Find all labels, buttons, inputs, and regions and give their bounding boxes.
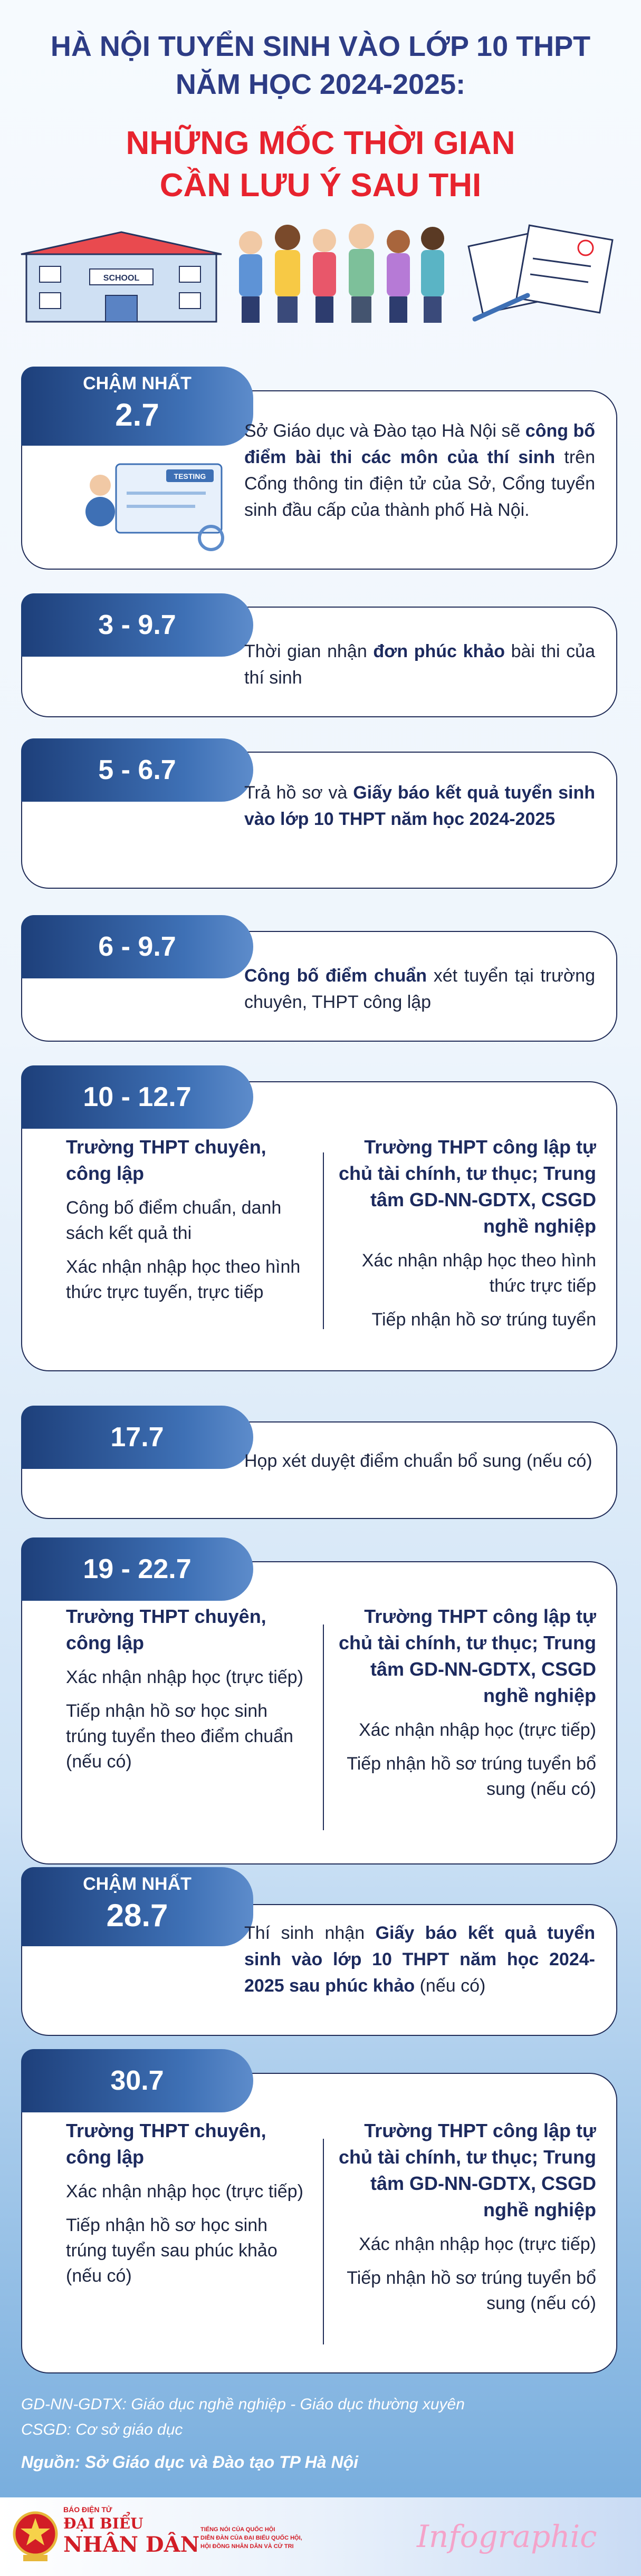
exam-papers-icon <box>468 225 613 319</box>
date-badge-2: 3 - 9.7 <box>21 593 253 657</box>
brand-tagline-1: TIẾNG NÓI CỦA QUỐC HỘI <box>200 2526 275 2533</box>
page-subtitle: NHỮNG MỐC THỜI GIAN CẦN LƯU Ý SAU THI <box>126 125 515 204</box>
milestone-text-8: Thí sinh nhận Giấy báo kết quả tuyển sinh vào lớp 10 THPT năm học 2024-2025 sau phúc khảo (nếu có) <box>244 1923 595 1996</box>
milestone-text-3: Trả hồ sơ và Giấy báo kết quả tuyển sinh vào lớp 10 THPT năm học 2024-2025 <box>244 783 596 829</box>
date-badge-5: 10 - 12.7 <box>21 1065 253 1129</box>
column-divider <box>323 1152 324 1329</box>
school-sign: SCHOOL <box>103 274 140 283</box>
national-emblem-icon <box>12 2506 59 2564</box>
milestone-text-6: Họp xét duyệt điểm chuẩn bổ sung (nếu có) <box>244 1451 592 1471</box>
right-column-7: Trường THPT công lập tự chủ tài chính, tư thục; Trung tâm GD-NN-GDTX, CSGD nghề nghiệp Xác nhận nhập học (trực tiếp) Tiếp nhận hồ sơ trúng tuyển bổ sung (nếu có) <box>338 1606 596 1799</box>
brand-tagline-3: HỘI ĐỒNG NHÂN DÂN VÀ CỬ TRI <box>200 2543 294 2550</box>
date-badge-3: 5 - 6.7 <box>21 738 253 802</box>
left-column-9: Trường THPT chuyên, công lập Xác nhận nhập học (trực tiếp) Tiếp nhận hồ sơ học sinh trúng tuyển sau phúc khảo (nếu có) <box>66 2120 303 2286</box>
date-badge-1: CHẬM NHẤT 2.7 <box>21 367 253 446</box>
footnote-2: CSGD: Cơ sở giáo dục <box>21 2421 183 2438</box>
brand-name: NHÂN DÂN <box>63 2532 200 2557</box>
page-title: HÀ NỘI TUYỂN SINH VÀO LỚP 10 THPT NĂM HỌC 2024-2025: <box>50 31 591 100</box>
testing-illustration <box>79 454 237 554</box>
header <box>0 0 641 327</box>
infographic-label: Infographic <box>417 2519 597 2554</box>
column-divider <box>323 2139 324 2344</box>
testing-sign: TESTING <box>174 472 206 480</box>
date-badge-9: 30.7 <box>21 2049 253 2112</box>
column-divider <box>323 1625 324 1830</box>
footnote-1: GD-NN-GDTX: Giáo dục nghề nghiệp - Giáo dục thường xuyên <box>21 2396 465 2413</box>
brand-mid-text: ĐẠI BIỂU <box>63 2515 143 2532</box>
brand-tagline-2: DIỄN ĐÀN CỦA ĐẠI BIỂU QUỐC HỘI, <box>200 2535 302 2541</box>
brand-top-text: BÁO ĐIỆN TỬ <box>63 2505 112 2514</box>
header-illustration <box>0 222 641 327</box>
right-column-5: Trường THPT công lập tự chủ tài chính, tư thục; Trung tâm GD-NN-GDTX, CSGD nghề nghiệp Xác nhận nhập học theo hình thức trực tiếp Tiếp nhận hồ sơ trúng tuyển <box>338 1136 596 1330</box>
milestone-text-1: Sở Giáo dục và Đào tạo Hà Nội sẽ công bố điểm bài thi các môn của thí sinh trên Cổng thông tin điện tử của Sở, Cổng tuyển sinh đầu cấp của thành phố Hà Nội. <box>244 421 596 520</box>
date-badge-8: CHẬM NHẤT 28.7 <box>21 1867 253 1946</box>
school-building-icon <box>21 232 222 322</box>
date-badge-4: 6 - 9.7 <box>21 915 253 978</box>
date-badge-7: 19 - 22.7 <box>21 1537 253 1601</box>
milestone-text-2: Thời gian nhận đơn phúc khảo bài thi của thí sinh <box>244 641 595 688</box>
source-credit: Nguồn: Sở Giáo dục và Đào tạo TP Hà Nội <box>21 2453 359 2472</box>
left-column-7: Trường THPT chuyên, công lập Xác nhận nhập học (trực tiếp) Tiếp nhận hồ sơ học sinh trúng tuyển theo điểm chuẩn (nếu có) <box>66 1606 303 1772</box>
students-icon <box>239 224 444 323</box>
left-column-5: Trường THPT chuyên, công lập Công bố điểm chuẩn, danh sách kết quả thi Xác nhận nhập học theo hình thức trực tuyến, trực tiếp <box>66 1136 301 1302</box>
milestone-text-4: Công bố điểm chuẩn xét tuyển tại trường chuyên, THPT công lập <box>244 966 596 1012</box>
date-badge-6: 17.7 <box>21 1406 253 1469</box>
right-column-9: Trường THPT công lập tự chủ tài chính, tư thục; Trung tâm GD-NN-GDTX, CSGD nghề nghiệp Xác nhận nhập học (trực tiếp) Tiếp nhận hồ sơ trúng tuyển bổ sung (nếu có) <box>338 2120 596 2313</box>
